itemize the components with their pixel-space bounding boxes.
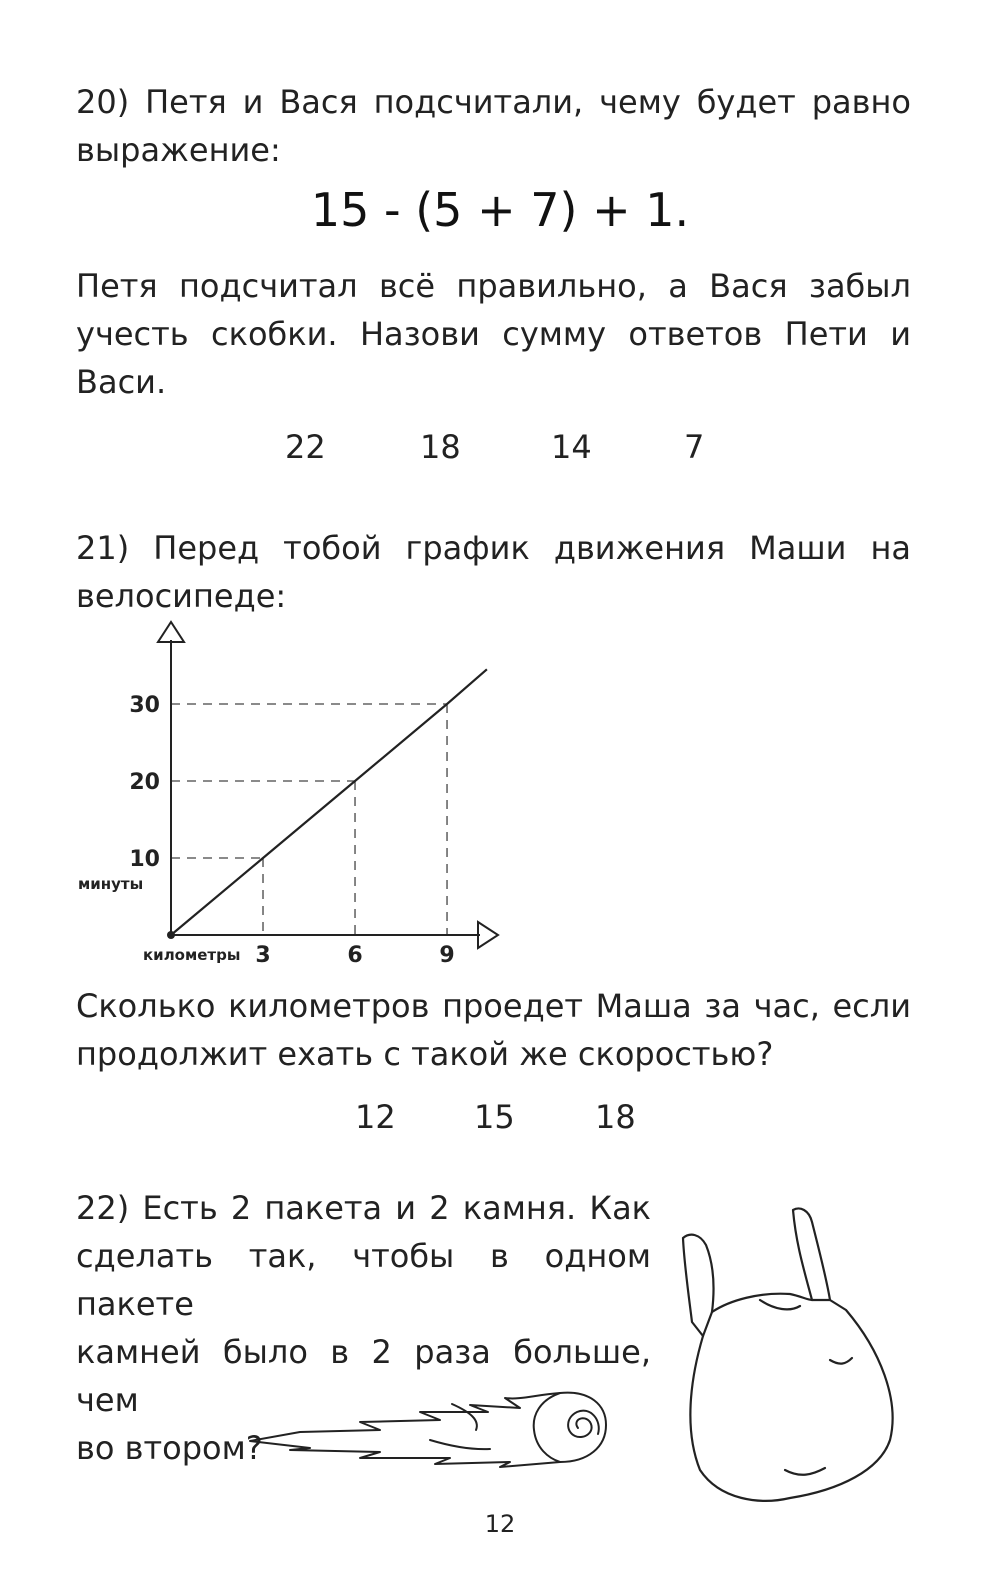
- question-22-line-2: сделать так, чтобы в одном пакете: [76, 1237, 651, 1323]
- question-21-line-4: продолжит ехать с такой же скоростью?: [76, 1035, 774, 1073]
- x-tick-label: 9: [439, 943, 455, 968]
- x-tick-label: 6: [347, 943, 363, 968]
- question-21-line-2: велосипеде:: [76, 577, 287, 615]
- question-22-line-1: 22) Есть 2 пакета и 2 камня. Как: [76, 1189, 651, 1227]
- y-tick-label: 30: [129, 693, 160, 718]
- y-axis-label: минуты: [78, 875, 144, 893]
- question-20-line-2: выражение:: [76, 131, 281, 169]
- question-22-line-4: во втором?: [76, 1429, 263, 1467]
- question-20-line-3: Петя подсчитал всё правильно, а Вася забыл: [76, 267, 911, 305]
- question-20-line-4: учесть скобки. Назови сумму ответов Пети и: [76, 315, 911, 353]
- answer-option[interactable]: 22: [285, 428, 326, 466]
- math-expression: 15 - (5 + 7) + 1.: [310, 183, 690, 237]
- answer-option[interactable]: 18: [595, 1098, 636, 1136]
- question-20-line-1: 20) Петя и Вася подсчитали, чему будет равно: [76, 83, 911, 121]
- answer-option[interactable]: 7: [684, 428, 705, 466]
- question-22-line-3: камней было в 2 раза больше, чем: [76, 1333, 651, 1419]
- answer-option[interactable]: 14: [551, 428, 592, 466]
- page-number: 12: [484, 1510, 516, 1538]
- y-tick-label: 10: [129, 847, 160, 872]
- question-21-line-3: Сколько километров проедет Маша за час, если: [76, 987, 911, 1025]
- answer-option[interactable]: 18: [420, 428, 461, 466]
- answer-option[interactable]: 15: [474, 1098, 515, 1136]
- question-21-line-1: 21) Перед тобой график движения Маши на: [76, 529, 911, 567]
- x-tick-label: 3: [255, 943, 271, 968]
- question-20-line-5: Васи.: [76, 363, 167, 401]
- answer-option[interactable]: 12: [355, 1098, 396, 1136]
- x-axis-label: километры: [143, 946, 241, 964]
- y-tick-label: 20: [129, 770, 160, 795]
